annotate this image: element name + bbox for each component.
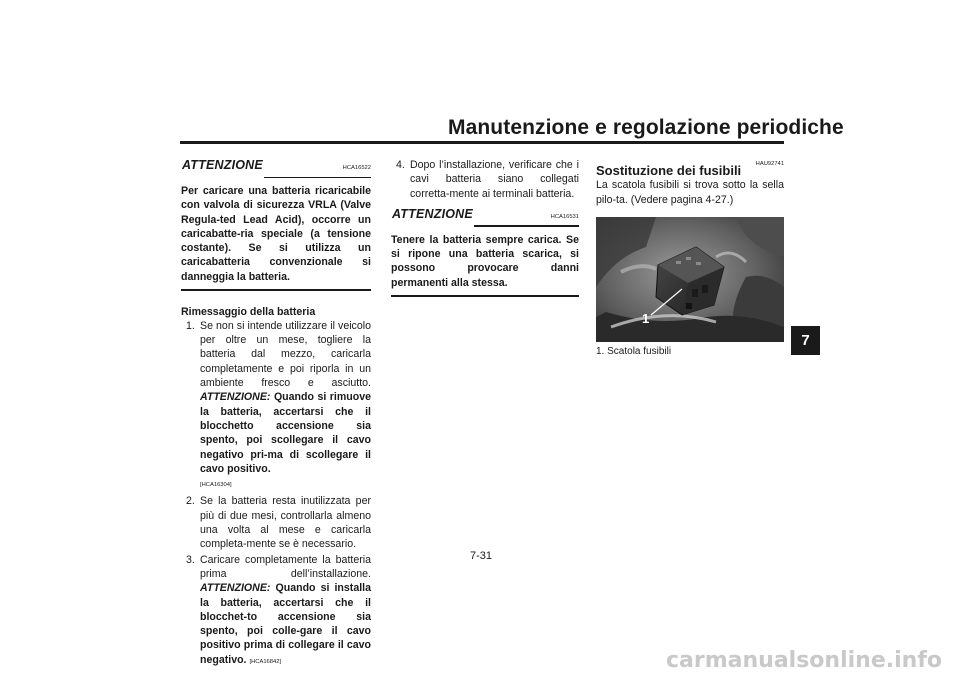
warning-label: ATTENZIONE:	[200, 582, 271, 595]
page-number: 7-31	[470, 550, 493, 562]
chapter-tab[interactable]: 7	[791, 326, 820, 355]
attention-bottom-rule	[181, 289, 371, 291]
section-code: HAU92741	[755, 161, 784, 167]
list-item: 1. Se non si intende utilizzare il veicolo per oltre un mese, togliere la batteria dal mezzo, caricarla completamente e poi riporla in un ambiente fresco e asciutto. ATTENZIONE: Quando si rimuove la batteria, accertarsi che il blocchetto accensione sia spento, poi scollegare il cavo negativo pri-ma di scollegare il cavo positivo. [HCA16304]	[181, 319, 371, 493]
section-text: La scatola fusibili si trova sotto la sella pilo-ta. (Vedere pagina 4-27.)	[596, 179, 784, 206]
column-right	[596, 158, 784, 359]
attention-label: ATTENZIONE	[392, 206, 473, 221]
list-item: 3. Caricare completamente la batteria prima dell’installazione. ATTENZIONE: Quando si installa la batteria, accertarsi che il blocchet-to accensione sia spento, poi colle-gare il cavo positivo prima di collegare il cavo negativo. [HCA16842]	[186, 553, 371, 666]
warning-label: ATTENZIONE:	[200, 391, 271, 404]
photo-label: 1	[642, 310, 650, 326]
fuse-box-photo	[596, 217, 784, 342]
attention-text: Tenere la batteria sempre carica. Se si ripone una batteria scarica, si possono provocare danni permanenti alla stessa.	[391, 233, 579, 289]
section-title-fuses: Sostituzione dei fusibili	[596, 163, 742, 178]
warning-text: Quando si rimuove la batteria, accertarsi che il blocchetto accensione sia spento, poi scollegare il cavo negativo pri-ma di scollegare il cavo positivo.	[200, 391, 372, 475]
attention-label: ATTENZIONE	[182, 158, 263, 172]
fuse-box-illustration	[596, 217, 784, 342]
header-rule	[180, 141, 784, 144]
page-header-title: Manutenzione e regolazione periodiche	[448, 116, 844, 139]
section-title-battery-storage: Rimessaggio della batteria	[181, 305, 316, 318]
photo-caption: 1. Scatola fusibili	[596, 345, 672, 357]
list-item: 2. Se la batteria resta inutilizzata per più di due mesi, controllarla almeno una volta al mese e caricarla completa-mente se è necessario.	[186, 495, 371, 551]
attention-code: HCA16531	[550, 213, 579, 220]
attention-code: HCA16522	[342, 165, 371, 171]
attention-text: Per caricare una batteria ricaricabile con valvola di sicurezza VRLA (Valve Regula-ted Lead Acid), occorre un caricabatte-ria speciale (a tensione costante). Se si utilizza un caricabatteria convenzionale si danneggia la batteria.	[181, 185, 371, 283]
attention-header	[181, 158, 371, 180]
list-item: 4. Dopo l’installazione, verificare che i cavi batteria siano collegati corretta-mente ai terminali batteria.	[396, 159, 579, 200]
warning-text: Quando si installa la batteria, accertarsi che il blocchet-to accensione sia spento, poi colle-gare il cavo positivo prima di collegare il cavo negativo.	[200, 582, 371, 666]
steps-list	[181, 319, 371, 669]
attention-header	[391, 207, 579, 229]
ref-code: [HCA16304]	[200, 482, 232, 489]
footer-watermark[interactable]: carmanualsonline.info	[666, 648, 942, 673]
steps-list	[391, 158, 579, 201]
attention-bottom-rule	[391, 295, 579, 297]
attention-rule	[474, 225, 579, 227]
attention-rule	[264, 177, 371, 179]
column-middle	[391, 158, 579, 297]
ref-code: [HCA16842]	[249, 658, 282, 665]
column-left	[181, 158, 371, 670]
section-header	[596, 158, 784, 178]
